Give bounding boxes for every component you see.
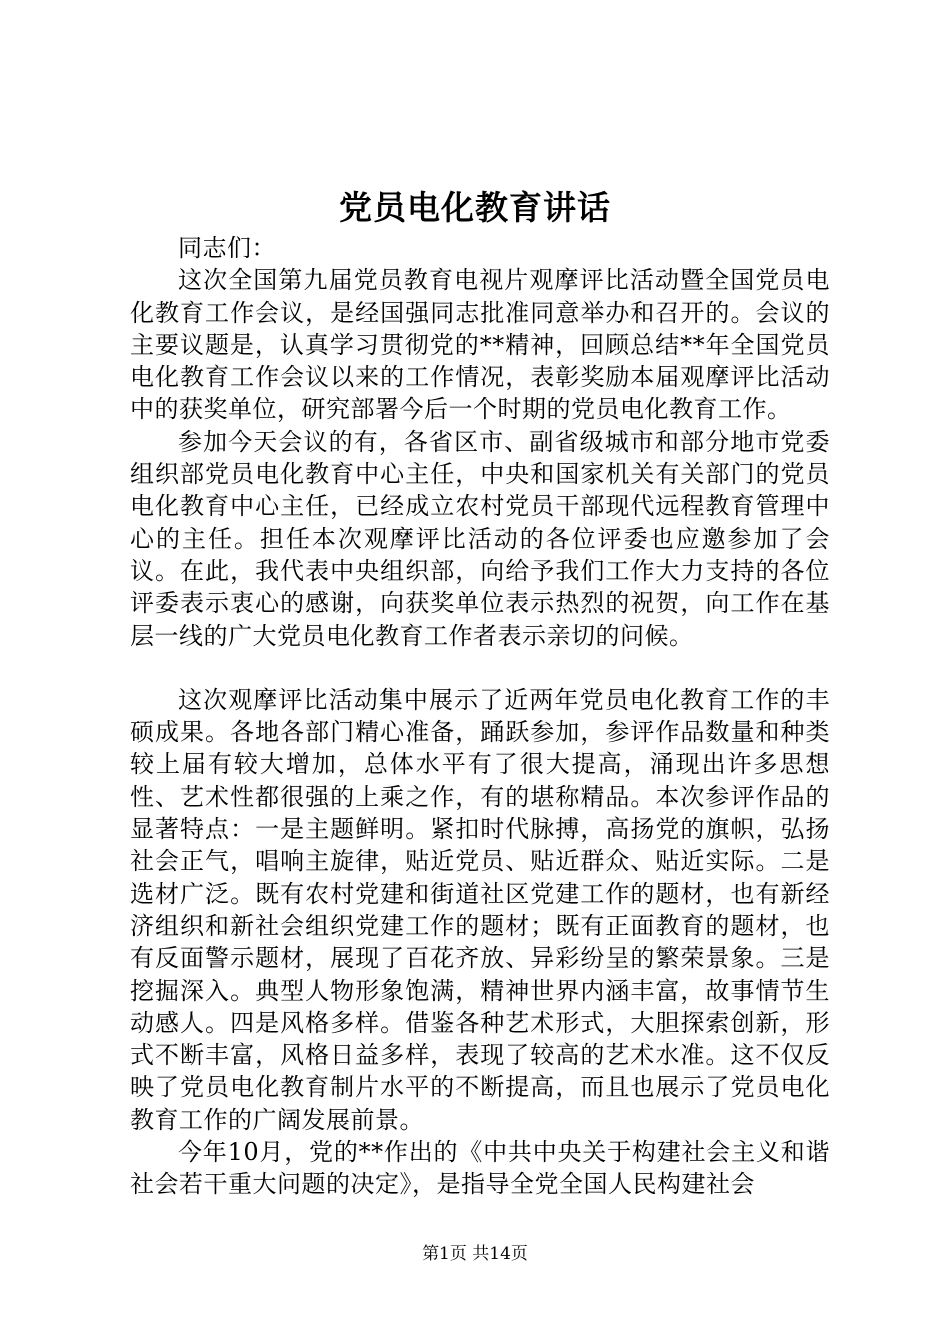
document-body [130, 232, 830, 1201]
salutation: 同志们： [178, 234, 276, 262]
page-number-footer: 第1页 共14页 [422, 1244, 528, 1264]
paragraph: 参加今天会议的有，各省区市、副省级城市和部分地市党委组织部党员电化教育中心主任，中央和国家机关有关部门的党员电化教育中心主任，已经成立农村党员干部现代远程教育管理中心的主任。担任本次观摩评比活动的各位评委也应邀参加了会议。在此，我代表中央组织部，向给予我们工作大力支持的各位评委表示衷心的感谢，向获奖单位表示热烈的祝贺，向工作在基层一线的广大党员电化教育工作者表示亲切的问候。 [130, 427, 830, 650]
document-title: 党员电化教育讲话 [339, 188, 611, 227]
paragraph: 这次全国第九届党员教育电视片观摩评比活动暨全国党员电化教育工作会议，是经国强同志批准同意举办和召开的。会议的主要议题是，认真学习贯彻党的**精神，回顾总结**年全国党员电化教育工作会议以来的工作情况，表彰奖励本届观摩评比活动中的获奖单位，研究部署今后一个时期的党员电化教育工作。 [130, 266, 830, 424]
paragraph: 今年10月，党的**作出的《中共中央关于构建社会主义和谐社会若干重大问题的决定》，是指导全党全国人民构建社会 [130, 1138, 830, 1199]
paragraph: 这次观摩评比活动集中展示了近两年党员电化教育工作的丰硕成果。各地各部门精心准备，踊跃参加，参评作品数量和种类较上届有较大增加，总体水平有了很大提高，涌现出许多思想性、艺术性都很强的上乘之作，有的堪称精品。本次参评作品的显著特点：一是主题鲜明。紧扣时代脉搏，高扬党的旗帜，弘扬社会正气，唱响主旋律，贴近党员、贴近群众、贴近实际。二是选材广泛。既有农村党建和街道社区党建工作的题材，也有新经济组织和新社会组织党建工作的题材；既有正面教育的题材，也有反面警示题材，展现了百花齐放、异彩纷呈的繁荣景象。三是挖掘深入。典型人物形象饱满，精神世界内涵丰富，故事情节生动感人。四是风格多样。借鉴各种艺术形式，大胆探索创新，形式不断丰富，风格日益多样，表现了较高的艺术水准。这不仅反映了党员电化教育制片水平的不断提高，而且也展示了党员电化教育工作的广阔发展前景。 [130, 685, 830, 1134]
